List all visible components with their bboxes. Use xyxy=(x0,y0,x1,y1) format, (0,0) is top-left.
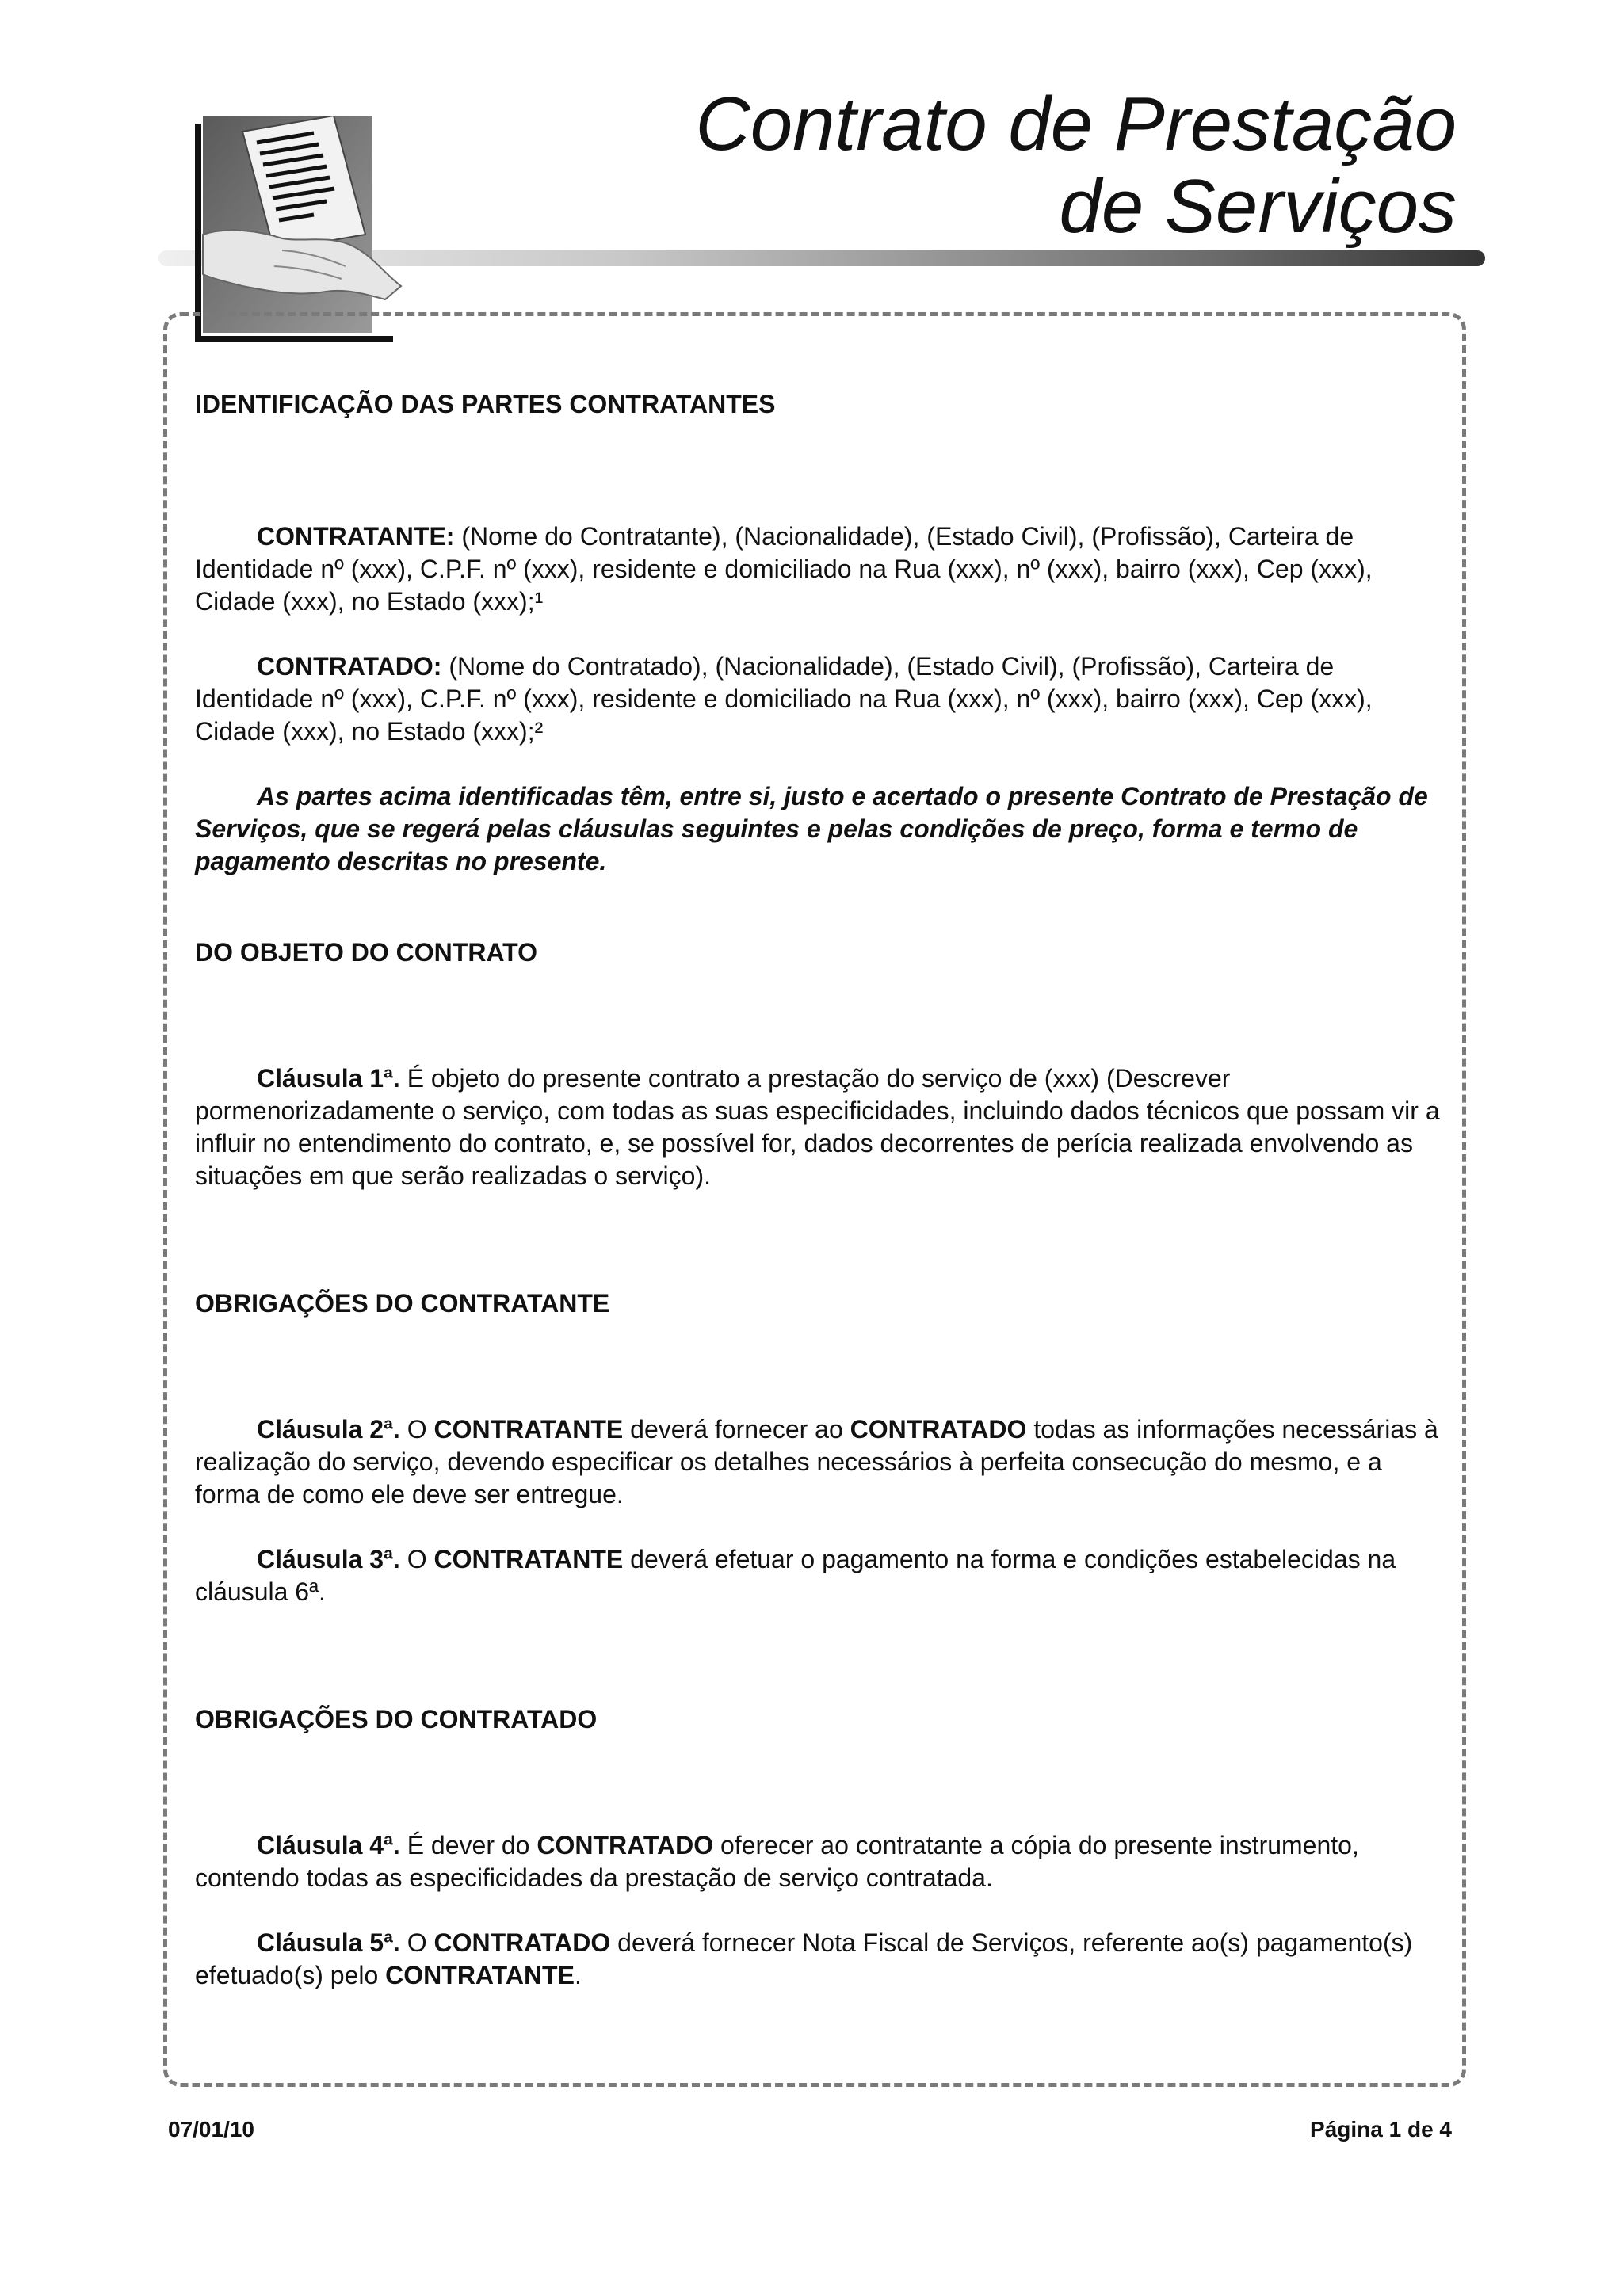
paragraph-clausula-1 xyxy=(195,1062,1447,1192)
clausula-3-label: Cláusula 3ª. xyxy=(257,1545,400,1573)
clausula-2-text-c: deverá fornecer ao xyxy=(623,1415,850,1444)
paragraph-contratado xyxy=(195,650,1447,748)
clausula-2-text-e: todas as informações necessárias à realização do serviço, devendo especificar os detalhes necessários à perfeita consecução do mesmo, e a forma de como ele deve ser entregue. xyxy=(195,1415,1438,1508)
contratado-text: (Nome do Contratado), (Nacionalidade), (Estado Civil), (Profissão), Carteira de Identidade nº (xxx), C.P.F. nº (xxx), residente e domiciliado na Rua (xxx), nº (xxx), bairro (xxx), Cep (xxx), Cidade (xxx), no Estado (xxx);² xyxy=(195,652,1373,746)
clausula-3-text-c: deverá efetuar o pagamento na forma e condições estabelecidas na cláusula 6ª. xyxy=(195,1545,1396,1606)
clausula-2-contratante: CONTRATANTE xyxy=(433,1415,624,1444)
contract-body xyxy=(195,388,1447,1992)
section-identificacao: IDENTIFICAÇÃO DAS PARTES CONTRATANTES xyxy=(195,390,776,418)
clausula-1-label: Cláusula 1ª. xyxy=(257,1064,400,1093)
paragraph-contratante xyxy=(195,521,1447,618)
clausula-5-contratante: CONTRATANTE xyxy=(385,1961,575,1989)
contratado-label: CONTRATADO: xyxy=(257,652,442,681)
clausula-2-text-a: O xyxy=(399,1415,434,1444)
footer-date: 07/01/10 xyxy=(168,2117,254,2142)
clausula-3-contratante: CONTRATANTE xyxy=(433,1545,624,1573)
clausula-4-text-c: oferecer ao contratante a cópia do presente instrumento, contendo todas as especificidades da prestação de serviço contratada. xyxy=(195,1831,1359,1892)
paragraph-clausula-2 xyxy=(195,1413,1447,1511)
clausula-1-text: É objeto do presente contrato a prestação do serviço de (xxx) (Descrever pormenorizadamente o serviço, com todas as suas especificidades, incluindo dados técnicos que possam vir a influir no entendimento do contrato, e, se possível for, dados decorrentes de perícia realizada envolvendo as situações em que serão realizadas o serviço). xyxy=(195,1064,1440,1190)
paragraph-partes: As partes acima identificadas têm, entre si, justo e acertado o presente Contrato de Prestação de Serviços, que se regerá pelas cláusulas seguintes e pelas condições de preço, forma e termo de pagamento descritas no presente. xyxy=(195,782,1428,875)
contratante-text: (Nome do Contratante), (Nacionalidade), (Estado Civil), (Profissão), Carteira de Identidade nº (xxx), C.P.F. nº (xxx), residente e domiciliado na Rua (xxx), nº (xxx), bairro (xxx), Cep (xxx), Cidade (xxx), no Estado (xxx);¹ xyxy=(195,522,1373,616)
section-obrigacoes-contratante: OBRIGAÇÕES DO CONTRATANTE xyxy=(195,1289,610,1318)
document-hand-icon xyxy=(195,116,409,342)
clausula-5-label: Cláusula 5ª. xyxy=(257,1928,400,1957)
clausula-5-text-a: O xyxy=(399,1928,434,1957)
title-line-2: de Serviços xyxy=(1059,164,1457,249)
clausula-4-label: Cláusula 4ª. xyxy=(257,1831,400,1859)
paragraph-clausula-3 xyxy=(195,1543,1447,1608)
clausula-5-text-e: . xyxy=(574,1961,582,1989)
footer-page-number: Página 1 de 4 xyxy=(1310,2117,1452,2142)
clausula-5-contratado: CONTRATADO xyxy=(433,1928,611,1957)
clausula-2-label: Cláusula 2ª. xyxy=(257,1415,400,1444)
clausula-5-text-c: deverá fornecer Nota Fiscal de Serviços, referente ao(s) pagamento(s) efetuado(s) pelo xyxy=(195,1928,1413,1989)
section-obrigacoes-contratado: OBRIGAÇÕES DO CONTRATADO xyxy=(195,1705,598,1733)
clausula-3-text-a: O xyxy=(399,1545,434,1573)
section-objeto: DO OBJETO DO CONTRATO xyxy=(195,938,538,967)
paragraph-clausula-4 xyxy=(195,1829,1447,1894)
contratante-label: CONTRATANTE: xyxy=(257,522,455,551)
clausula-4-text-a: É dever do xyxy=(399,1831,537,1859)
paragraph-clausula-5 xyxy=(195,1927,1447,1992)
clausula-2-contratado: CONTRATADO xyxy=(850,1415,1027,1444)
title-line-1: Contrato de Prestação xyxy=(695,82,1457,166)
document-title xyxy=(695,83,1457,248)
clausula-4-contratado: CONTRATADO xyxy=(537,1831,714,1859)
